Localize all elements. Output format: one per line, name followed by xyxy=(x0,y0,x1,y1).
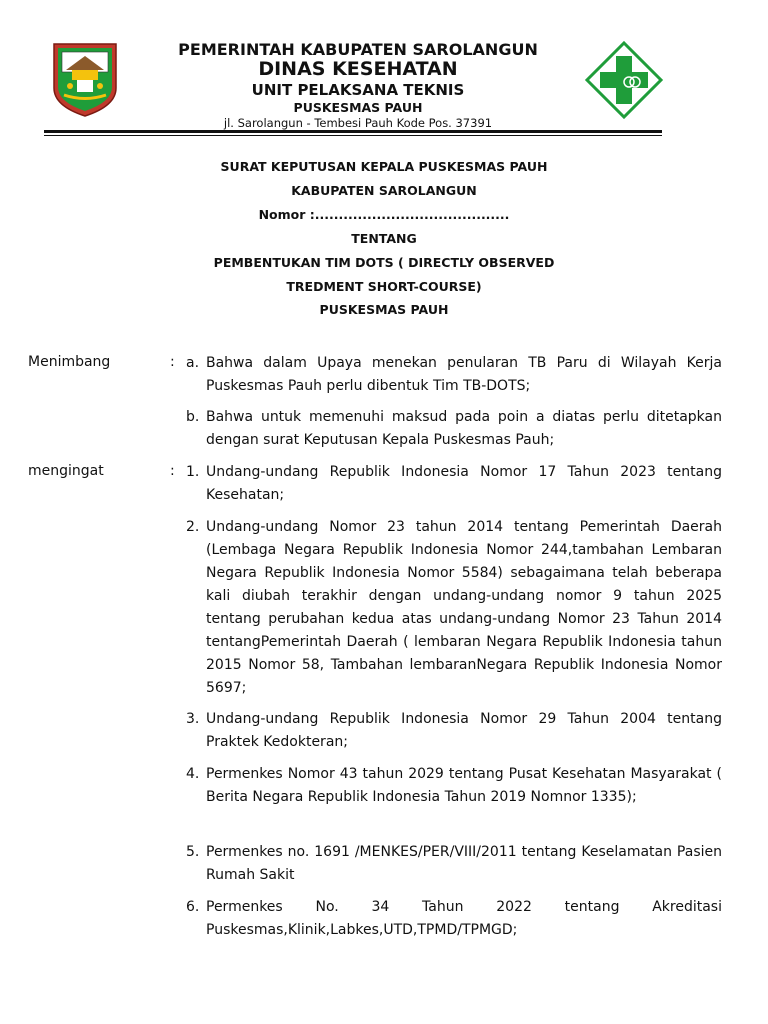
item-marker: 6. xyxy=(186,899,200,915)
mengingat-item xyxy=(186,841,722,887)
letterhead-unit: UNIT PELAKSANA TEKNIS xyxy=(251,81,465,99)
item-marker: 5. xyxy=(186,844,200,860)
item-text: Undang-undang Republik Indonesia Nomor 17 Tahun 2023 tentang Kesehatan; xyxy=(206,464,722,503)
letterhead-agency: DINAS KESEHATAN xyxy=(258,58,458,80)
mengingat-item xyxy=(186,516,722,700)
letterhead-puskesmas: PUSKESMAS PAUH xyxy=(293,100,423,115)
decree-subject-line3: PUSKESMAS PAUH xyxy=(319,302,449,317)
letterhead-divider-thin xyxy=(44,135,662,136)
menimbang-label: Menimbang xyxy=(28,354,111,370)
item-text: Undang-undang Republik Indonesia Nomor 29 Tahun 2004 tentang Praktek Kedokteran; xyxy=(206,711,722,750)
mengingat-item xyxy=(186,763,722,809)
menimbang-colon: : xyxy=(170,354,175,370)
item-text: Undang-undang Nomor 23 tahun 2014 tentang Pemerintah Daerah (Lembaga Negara Republik Indonesia Nomor 244,tambahan Lembaran Negara Republik Indonesia Nomor 5584) sebagaimana telah beberapa kali diubah terakhir dengan undang-undang nomor 9 tahun 2025 tentang perubahan kedua atas undang-undang Nomor 23 Tahun 2014 tentangPemerintah Daerah ( lembaran Negara Republik Indonesia tahun 2015 Nomor 58, Tambahan lembaranNegara Republik Indonesia Nomor 5697; xyxy=(206,519,722,696)
item-marker: b. xyxy=(186,409,200,425)
decree-subject-line1: PEMBENTUKAN TIM DOTS ( DIRECTLY OBSERVED xyxy=(213,255,555,270)
decree-subject-line2: TREDMENT SHORT-COURSE) xyxy=(286,279,482,294)
mengingat-label: mengingat xyxy=(28,463,104,479)
item-text: Permenkes No. 34 Tahun 2022 tentang Akreditasi Puskesmas,Klinik,Labkes,UTD,TPMD/TPMGD; xyxy=(206,899,722,938)
item-text: Permenkes Nomor 43 tahun 2029 tentang Pusat Kesehatan Masyarakat ( Berita Negara Republik Indonesia Tahun 2019 Nomnor 1335); xyxy=(206,766,722,805)
letterhead-divider xyxy=(44,130,662,133)
mengingat-item xyxy=(186,896,722,942)
item-marker: 3. xyxy=(186,711,200,727)
item-marker: 4. xyxy=(186,766,200,782)
menimbang-item xyxy=(186,352,722,398)
item-marker: 1. xyxy=(186,464,200,480)
letterhead-address: jl. Sarolangun - Tembesi Pauh Kode Pos. 37391 xyxy=(223,116,493,130)
decree-tentang: TENTANG xyxy=(351,231,417,246)
decree-number: Nomor :......................................... xyxy=(258,207,510,222)
mengingat-item xyxy=(186,461,722,507)
item-marker: 2. xyxy=(186,519,200,535)
item-text: Permenkes no. 1691 /MENKES/PER/VIII/2011 tentang Keselamatan Pasien Rumah Sakit xyxy=(206,844,722,883)
item-text: Bahwa dalam Upaya menekan penularan TB Paru di Wilayah Kerja Puskesmas Pauh perlu dibentuk Tim TB-DOTS; xyxy=(206,355,722,394)
mengingat-colon: : xyxy=(170,463,175,479)
menimbang-item xyxy=(186,406,722,452)
decree-title: SURAT KEPUTUSAN KEPALA PUSKESMAS PAUH xyxy=(220,159,548,174)
item-text: Bahwa untuk memenuhi maksud pada poin a diatas perlu ditetapkan dengan surat Keputusan Kepala Puskesmas Pauh; xyxy=(206,409,722,448)
decree-regency: KABUPATEN SAROLANGUN xyxy=(291,183,477,198)
letterhead-government: PEMERINTAH KABUPATEN SAROLANGUN xyxy=(178,40,538,59)
item-marker: a. xyxy=(186,355,200,371)
mengingat-item xyxy=(186,708,722,754)
